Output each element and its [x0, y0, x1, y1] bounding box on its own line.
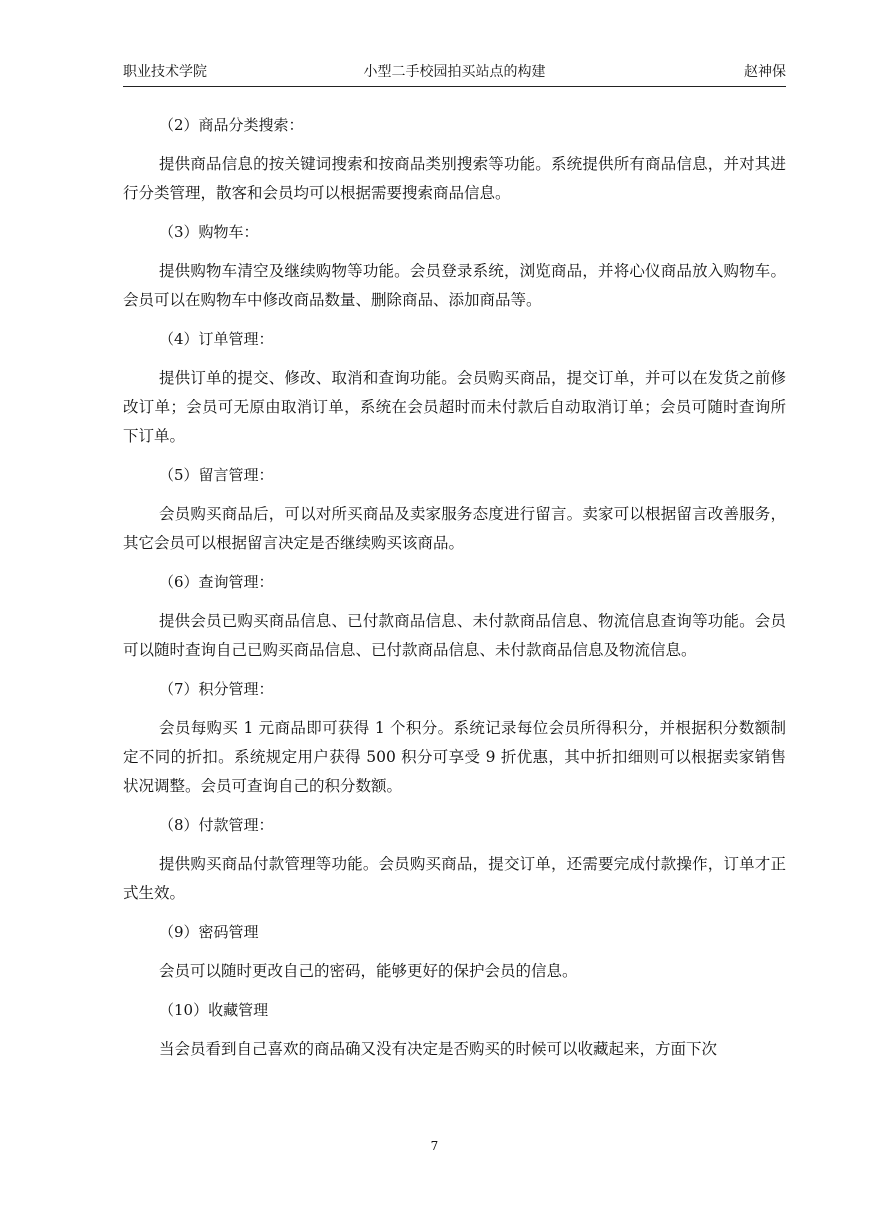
header-institution: 职业技术学院 [123, 64, 207, 80]
section-paragraph: 提供订单的提交、修改、取消和查询功能。会员购买商品，提交订单，并可以在发货之前修改订单；会员可无原由取消订单，系统在会员超时而未付款后自动取消订单；会员可随时查询所下订单。 [123, 369, 786, 445]
section-query-management [123, 568, 786, 675]
section-paragraph: 提供购买商品付款管理等功能。会员购买商品，提交订单，还需要完成付款操作，订单才正式生效。 [123, 855, 786, 902]
section-heading: （3）购物车： [159, 223, 259, 241]
section-message-management [123, 461, 786, 568]
section-paragraph: 提供购物车清空及继续购物等功能。会员登录系统，浏览商品，并将心仪商品放入购物车。会员可以在购物车中修改商品数量、删除商品、添加商品等。 [123, 262, 786, 309]
page-number: 7 [430, 1139, 439, 1153]
section-points-management [123, 675, 786, 811]
section-order-management [123, 325, 786, 461]
section-heading: （9）密码管理 [159, 923, 259, 941]
section-payment-management [123, 811, 786, 918]
section-favorites-management [123, 996, 786, 1064]
section-paragraph: 提供会员已购买商品信息、已付款商品信息、未付款商品信息、物流信息查询等功能。会员可以随时查询自己已购买商品信息、已付款商品信息、未付款商品信息及物流信息。 [123, 612, 786, 659]
section-heading: （4）订单管理： [159, 330, 274, 348]
section-heading: （6）查询管理： [159, 573, 274, 591]
page-header [123, 62, 786, 87]
header-title: 小型二手校园拍买站点的构建 [363, 64, 546, 80]
document-body [123, 111, 786, 1064]
header-author: 赵神保 [744, 64, 786, 80]
section-paragraph: 提供商品信息的按关键词搜索和按商品类别搜索等功能。系统提供所有商品信息，并对其进行分类管理，散客和会员均可以根据需要搜索商品信息。 [123, 155, 786, 202]
section-paragraph: 当会员看到自己喜欢的商品确又没有决定是否购买的时候可以收藏起来，方面下次 [159, 1040, 718, 1058]
section-password-management [123, 918, 786, 996]
section-product-search [123, 111, 786, 218]
section-paragraph: 会员可以随时更改自己的密码，能够更好的保护会员的信息。 [159, 962, 578, 980]
section-heading: （8）付款管理： [159, 816, 274, 834]
section-heading: （5）留言管理： [159, 466, 274, 484]
section-paragraph: 会员每购买 1 元商品即可获得 1 个积分。系统记录每位会员所得积分，并根据积分数额制定不同的折扣。系统规定用户获得 500 积分可享受 9 折优惠，其中折扣细则可以根据卖家销售状况调整。会员可查询自己的积分数额。 [123, 719, 786, 795]
section-heading: （7）积分管理： [159, 680, 274, 698]
section-shopping-cart [123, 218, 786, 325]
section-heading: （10）收藏管理 [159, 1001, 269, 1019]
section-paragraph: 会员购买商品后，可以对所买商品及卖家服务态度进行留言。卖家可以根据留言改善服务，其它会员可以根据留言决定是否继续购买该商品。 [123, 505, 786, 552]
section-heading: （2）商品分类搜索： [159, 116, 304, 134]
